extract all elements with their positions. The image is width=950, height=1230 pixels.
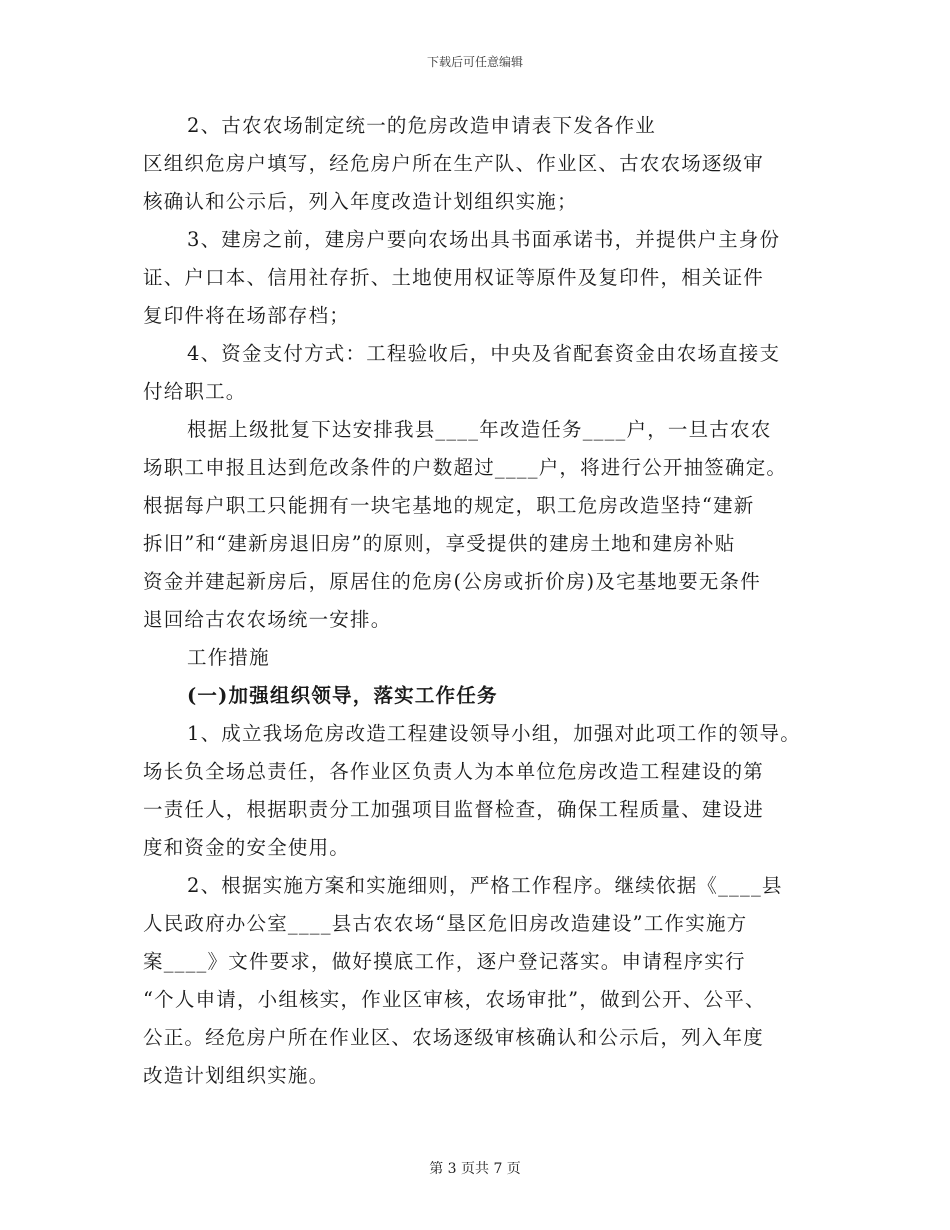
text-line: 证、户口本、信用社存折、土地使用权证等原件及复印件，相关证件	[143, 266, 765, 289]
text-line: 度和资金的安全使用。	[143, 836, 351, 859]
text-line: 拆旧”和“建新房退旧房”的原则，享受提供的建房土地和建房补贴	[143, 532, 736, 555]
text-line: 人民政府办公室____县古农农场“垦区危旧房改造建设”工作实施方	[143, 912, 748, 935]
text-line: 2、古农农场制定统一的危房改造申请表下发各作业	[187, 114, 657, 137]
text-line: 退回给古农农场统一安排。	[143, 608, 392, 631]
text-line: “个人申请，小组核实，作业区审核，农场审批”，做到公开、公平、	[143, 988, 766, 1011]
document-body	[143, 107, 808, 1095]
text-line: 工作措施	[187, 646, 270, 669]
page-footer: 第 3 页共 7 页	[429, 1161, 521, 1177]
text-line: 场长负全场总责任，各作业区负责人为本单位危房改造工程建设的第	[143, 760, 765, 783]
text-line: 公正。经危房户所在作业区、农场逐级审核确认和公示后，列入年度	[143, 1026, 765, 1049]
text-line: 4、资金支付方式：工程验收后，中央及省配套资金由农场直接支	[187, 342, 781, 365]
text-line: 区组织危房户填写，经危房户所在生产队、作业区、古农农场逐级审	[143, 152, 765, 175]
text-line: 2、根据实施方案和实施细则，严格工作程序。继续依据《____县	[187, 874, 783, 897]
page-header: 下载后可任意编辑	[426, 55, 523, 69]
text-line: 改造计划组织实施。	[143, 1064, 330, 1087]
section-heading: (一)加强组织领导，落实工作任务	[187, 684, 498, 707]
text-line: 根据每户职工只能拥有一块宅基地的规定，职工危房改造坚持“建新	[143, 494, 755, 517]
text-line: 根据上级批复下达安排我县____年改造任务____户，一旦古农农	[187, 418, 772, 441]
text-line: 场职工申报且达到危改条件的户数超过____户，将进行公开抽签确定。	[143, 456, 788, 479]
text-line: 案____》文件要求，做好摸底工作，逐户登记落实。申请程序实行	[143, 950, 746, 973]
text-line: 复印件将在场部存档；	[143, 304, 351, 327]
text-line: 3、建房之前，建房户要向农场出具书面承诺书，并提供户主身份	[187, 228, 781, 251]
text-line: 1、成立我场危房改造工程建设领导小组，加强对此项工作的领导。	[187, 722, 801, 745]
text-line: 付给职工。	[143, 380, 247, 403]
text-line: 一责任人，根据职责分工加强项目监督检查，确保工程质量、建设进	[143, 798, 765, 821]
text-line: 核确认和公示后，列入年度改造计划组织实施；	[143, 190, 578, 213]
text-line: 资金并建起新房后，原居住的危房(公房或折价房)及宅基地要无条件	[143, 570, 761, 593]
